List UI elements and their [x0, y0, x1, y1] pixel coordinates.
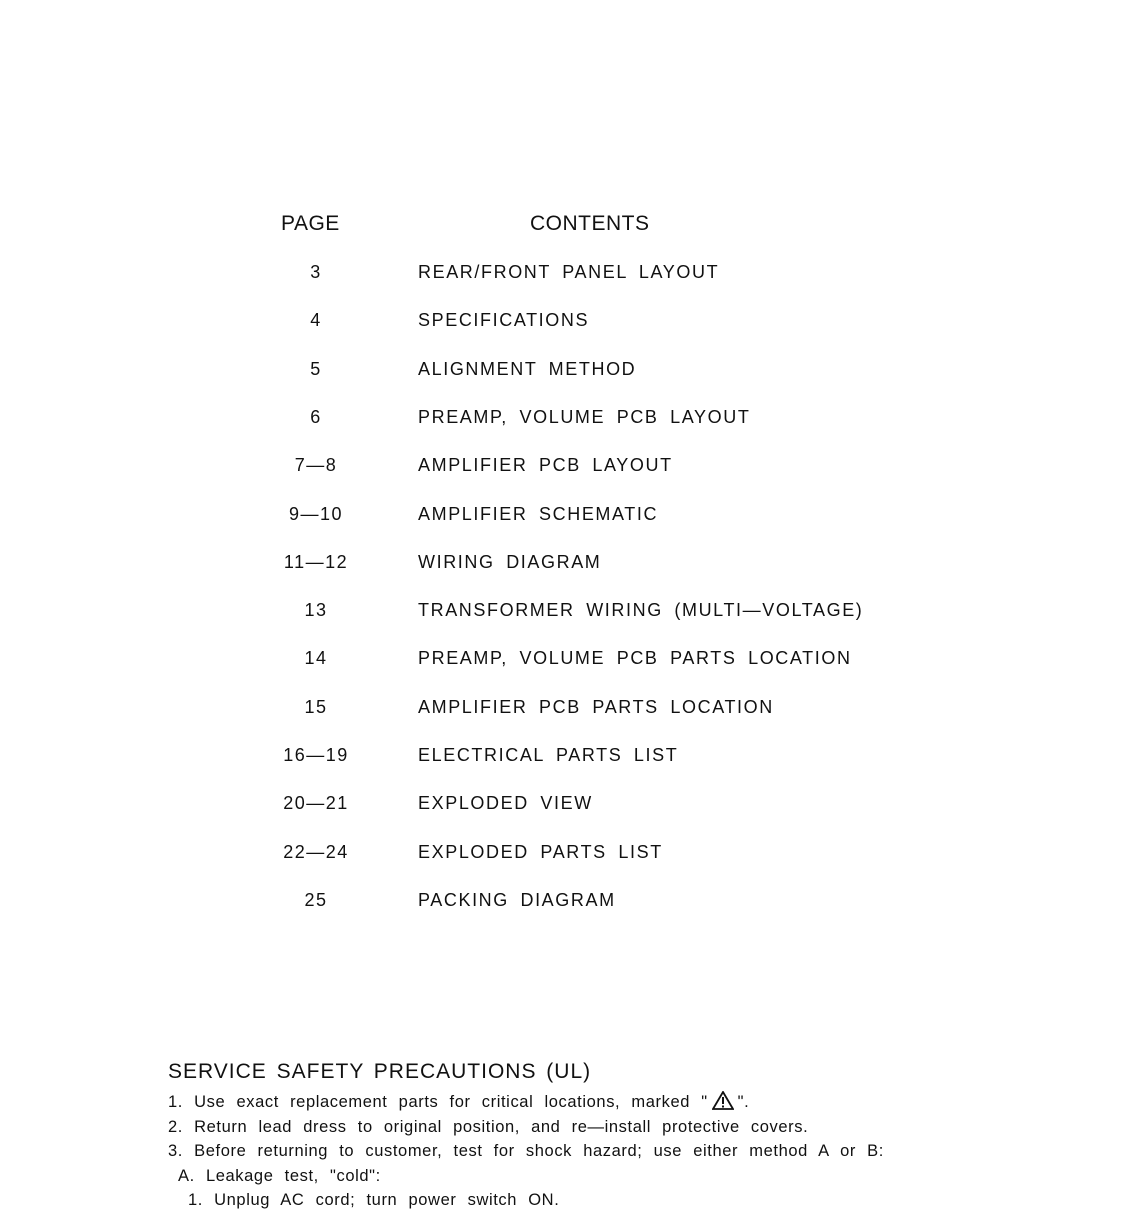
toc-contents-header: CONTENTS: [530, 212, 650, 235]
toc-entry-page: 16—19: [283, 745, 349, 765]
toc-entry: [0, 407, 1128, 437]
toc-entry: [0, 697, 1128, 727]
toc-entry-title: WIRING DIAGRAM: [418, 552, 602, 572]
toc-entry-page: 11—12: [283, 552, 349, 572]
toc-entry-page: 3: [310, 262, 322, 282]
toc-entry-title: ALIGNMENT METHOD: [418, 359, 637, 379]
toc-entry: [0, 262, 1128, 292]
toc-entry: [0, 793, 1128, 823]
toc-entry-page: 9—10: [288, 504, 344, 524]
toc-entry: [0, 455, 1128, 485]
toc-entry: [0, 552, 1128, 582]
toc-entry: [0, 310, 1128, 340]
safety-item-2: 2. Return lead dress to original position, and re—install protective covers.: [168, 1117, 809, 1136]
toc-entry-page: 5: [310, 359, 322, 379]
safety-title: SERVICE SAFETY PRECAUTIONS (UL): [168, 1060, 592, 1083]
warning-triangle-icon: [712, 1091, 734, 1118]
toc-entry-page: 7—8: [294, 455, 338, 475]
toc-entry-page: 25: [304, 890, 328, 910]
toc-entry-title: AMPLIFIER PCB LAYOUT: [418, 455, 673, 475]
safety-item-1-suffix: ".: [737, 1093, 750, 1111]
toc-entry-title: SPECIFICATIONS: [418, 310, 590, 330]
toc-entry-page: 13: [304, 600, 328, 620]
safety-item-1-text: 1. Use exact replacement parts for critical locations, marked ": [168, 1093, 708, 1111]
toc-entry-title: PACKING DIAGRAM: [418, 890, 616, 910]
toc-entry-title: PREAMP, VOLUME PCB LAYOUT: [418, 407, 751, 427]
toc-entry: [0, 600, 1128, 630]
toc-page-header: PAGE: [281, 212, 340, 235]
toc-entry-title: AMPLIFIER PCB PARTS LOCATION: [418, 697, 774, 717]
toc-entry-page: 14: [304, 648, 328, 668]
safety-item-3a-1: 1. Unplug AC cord; turn power switch ON.: [188, 1191, 560, 1209]
safety-section: [168, 1060, 1068, 1213]
toc-entry: [0, 648, 1128, 678]
toc-entry-title: REAR/FRONT PANEL LAYOUT: [418, 262, 720, 282]
safety-item-3: 3. Before returning to customer, test for shock hazard; use either method A or B:: [168, 1142, 884, 1160]
toc-entry-title: EXPLODED VIEW: [418, 793, 593, 813]
toc-entry-page: 20—21: [283, 793, 349, 813]
toc-entry-page: 22—24: [283, 842, 349, 862]
toc-entry-page: 6: [310, 407, 322, 427]
toc-entry-title: TRANSFORMER WIRING (MULTI—VOLTAGE): [418, 600, 864, 620]
toc-entry: [0, 359, 1128, 389]
toc-entry: [0, 745, 1128, 775]
toc-entry: [0, 842, 1128, 872]
safety-item-3a: A. Leakage test, "cold":: [178, 1166, 381, 1185]
toc-entry-title: AMPLIFIER SCHEMATIC: [418, 504, 659, 524]
toc-entry-title: EXPLODED PARTS LIST: [418, 842, 663, 862]
toc-entry: [0, 504, 1128, 534]
toc-entry-page: 15: [304, 697, 328, 717]
toc-entry: [0, 890, 1128, 920]
safety-item-1: [168, 1090, 1068, 1115]
toc-entry-title: PREAMP, VOLUME PCB PARTS LOCATION: [418, 648, 852, 668]
toc-entry-title: ELECTRICAL PARTS LIST: [418, 745, 679, 765]
toc-entry-page: 4: [310, 310, 322, 330]
